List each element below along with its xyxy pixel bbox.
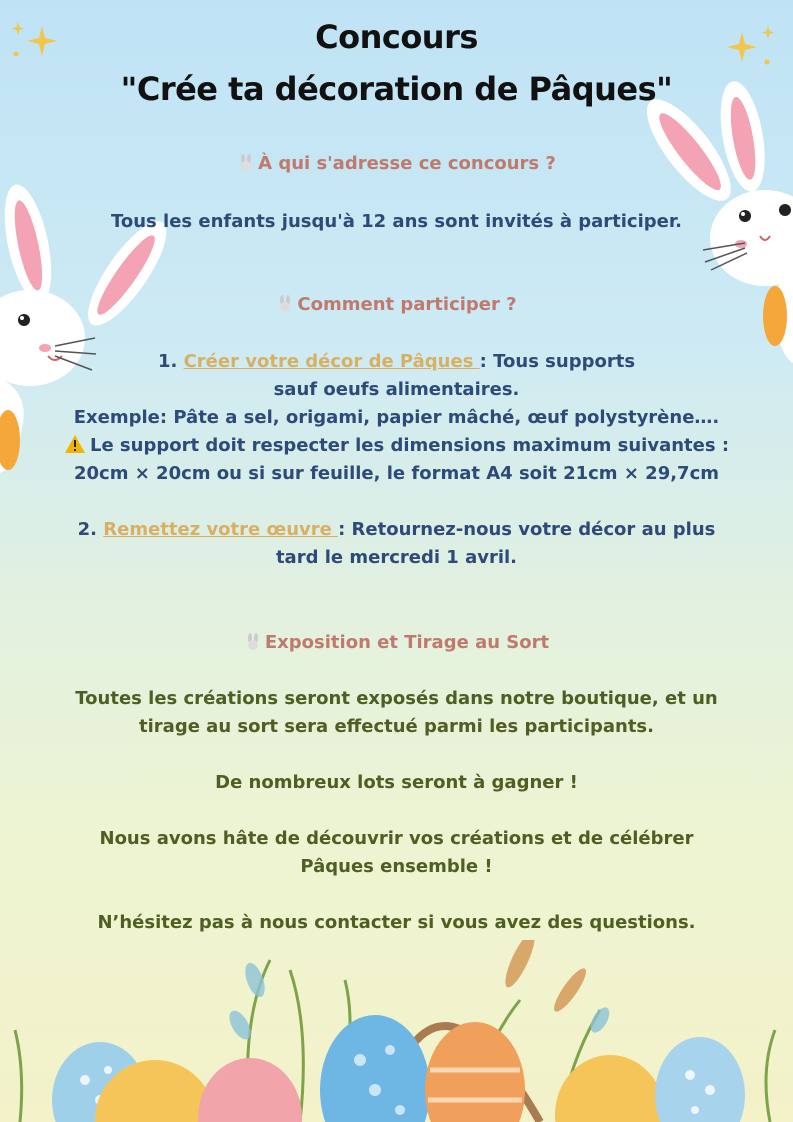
bunny-icon <box>276 295 294 313</box>
bunny-icon <box>244 633 262 651</box>
exhibition-text-1: Toutes les créations seront exposés dans notre boutique, et un <box>75 688 718 709</box>
closing-text-2: Pâques ensemble ! <box>300 856 493 877</box>
bunny-icon <box>237 154 255 172</box>
step1-link: Créer votre décor de Pâques <box>183 351 480 372</box>
closing-text-1: Nous avons hâte de découvrir vos créations et de célébrer <box>99 828 694 849</box>
page-subtitle: "Crée ta décoration de Pâques" <box>120 70 673 108</box>
exhibition-text-2: tirage au sort sera effectué parmi les participants. <box>139 716 654 737</box>
warning-icon <box>64 434 86 454</box>
step1-line: 1. Créer votre décor de Pâques : Tous supports <box>157 351 636 372</box>
prizes-text: De nombreux lots seront à gagner ! <box>215 772 578 793</box>
page-title: Concours <box>315 18 478 56</box>
step2-line2: tard le mercredi 1 avril. <box>275 547 518 568</box>
section-heading-audience: À qui s'adresse ce concours ? <box>0 153 793 174</box>
step1-line2: sauf oeufs alimentaires. <box>273 379 520 400</box>
easter-eggs-illustration <box>0 940 793 1122</box>
audience-text: Tous les enfants jusqu'à 12 ans sont invités à participer. <box>110 211 682 232</box>
step2-line: 2. Remettez votre œuvre : Retournez-nous votre décor au plus <box>77 519 716 540</box>
section-heading-exhibition: Exposition et Tirage au Sort <box>0 632 793 653</box>
step1-dimensions: 20cm × 20cm ou si sur feuille, le format A4 soit 21cm × 29,7cm <box>73 463 720 484</box>
contact-text: N’hésitez pas à nous contacter si vous avez des questions. <box>97 912 696 933</box>
section-heading-participation: Comment participer ? <box>0 294 793 315</box>
step1-example: Exemple: Pâte a sel, origami, papier mâché, œuf polystyrène…. <box>73 407 720 428</box>
step1-warning: Le support doit respecter les dimensions maximum suivantes : <box>0 432 793 460</box>
step2-link: Remettez votre œuvre <box>103 519 339 540</box>
